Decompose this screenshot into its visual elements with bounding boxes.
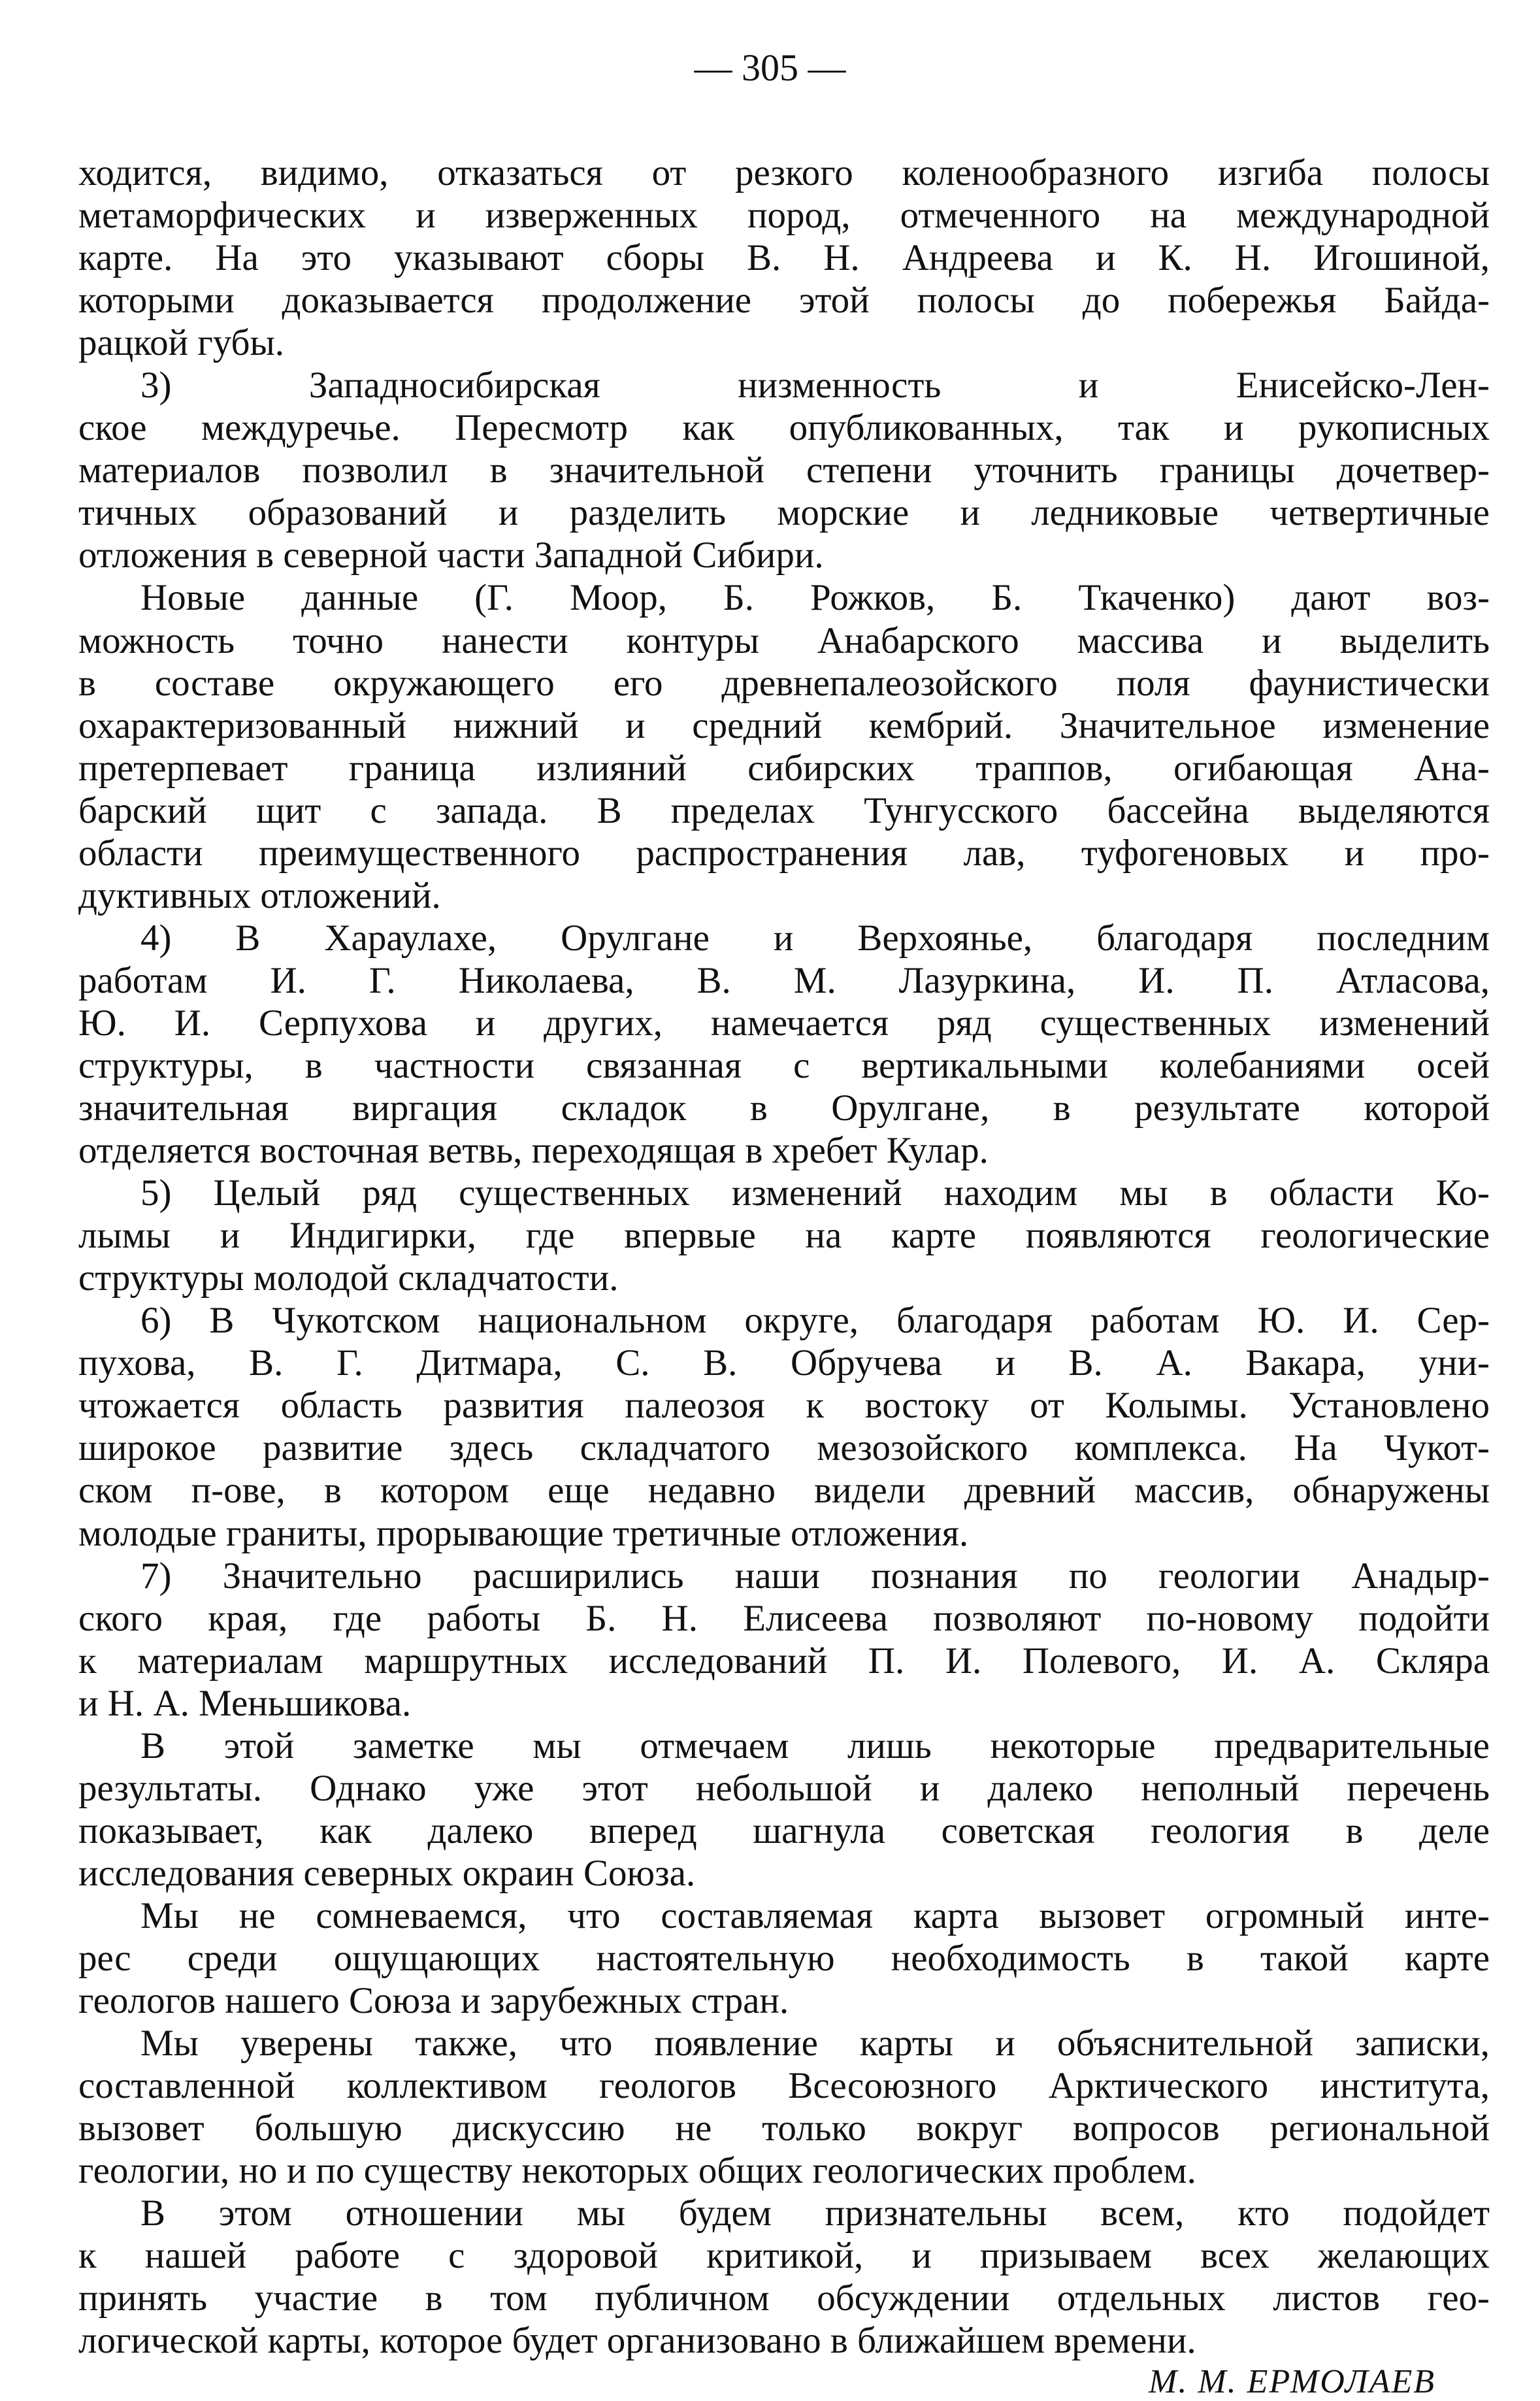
text-line: логической карты, которое будет организовано в ближайшем времени.	[78, 2320, 1196, 2362]
text-line: Мы уверены также, что появление карты и объяснительной записки,	[140, 2023, 1490, 2064]
text-line: области преимущественного распространения лав, туфогеновых и про-	[78, 832, 1490, 874]
paragraph	[78, 364, 1490, 576]
text-line: В этой заметке мы отмечаем лишь некоторые предварительные	[140, 1725, 1490, 1766]
text-line: отделяется восточная ветвь, переходящая в хребет Кулар.	[78, 1130, 989, 1172]
paragraph	[78, 1555, 1490, 1725]
article-body	[78, 152, 1490, 2362]
paragraph	[78, 2192, 1490, 2362]
text-line: структуры молодой складчатости.	[78, 1257, 619, 1299]
text-line: к материалам маршрутных исследований П. И. Полевого, И. А. Скляра	[78, 1640, 1490, 1681]
text-line: материалов позволил в значительной степени уточнить границы дочетвер-	[78, 450, 1490, 491]
text-line: тичных образований и разделить морские и ледниковые четвертичные	[78, 492, 1490, 534]
text-line: ском п-ове, в котором еще недавно видели древний массив, обнаружены	[78, 1470, 1490, 1512]
text-line: и Н. А. Меньшикова.	[78, 1682, 412, 1724]
text-line: молодые граниты, прорывающие третичные отложения.	[78, 1512, 969, 1554]
author-signature: М. М. ЕРМОЛАЕВ	[1149, 2363, 1435, 2400]
text-line: показывает, как далеко вперед шагнула советская геология в деле	[78, 1810, 1490, 1851]
text-line: охарактеризованный нижний и средний кембрий. Значительное изменение	[78, 704, 1490, 746]
text-line: претерпевает граница излияний сибирских траппов, огибающая Ана-	[78, 747, 1490, 789]
text-line: которыми доказывается продолжение этой полосы до побережья Байда-	[78, 280, 1490, 322]
paragraph	[78, 576, 1490, 916]
text-line: принять участие в том публичном обсуждении отдельных листов гео-	[78, 2277, 1490, 2319]
text-line: метаморфических и изверженных пород, отмеченного на международной	[78, 195, 1490, 237]
text-line: В этом отношении мы будем признательны всем, кто подойдет	[140, 2193, 1490, 2234]
text-line: в составе окружающего его древнепалеозойского поля фаунистически	[78, 662, 1490, 704]
text-line: к нашей работе с здоровой критикой, и призываем всех желающих	[78, 2235, 1490, 2277]
paragraph	[78, 1725, 1490, 1895]
text-line: ходится, видимо, отказаться от резкого коленообразного изгиба полосы	[78, 152, 1490, 193]
text-line: Мы не сомневаемся, что составляемая карта вызовет огромный инте-	[140, 1895, 1490, 1936]
text-line: Ю. И. Серпухова и других, намечается ряд существенных изменений	[78, 1002, 1490, 1044]
page-number: — 305 —	[694, 46, 846, 89]
paragraph	[78, 917, 1490, 1172]
text-line: Новые данные (Г. Моор, Б. Рожков, Б. Ткаченко) дают воз-	[140, 577, 1490, 619]
text-line: ского края, где работы Б. Н. Елисеева позволяют по-новому подойти	[78, 1597, 1490, 1639]
text-line: 3) Западносибирская низменность и Енисейско-Лен-	[140, 365, 1490, 406]
text-line: работам И. Г. Николаева, В. М. Лазуркина, И. П. Атласова,	[78, 959, 1490, 1001]
text-line: барский щит с запада. В пределах Тунгусского бассейна выделяются	[78, 789, 1490, 831]
text-line: карте. На это указывают сборы В. Н. Андреева и К. Н. Игошиной,	[78, 237, 1490, 279]
text-line: геологов нашего Союза и зарубежных стран.	[78, 1980, 789, 2022]
text-line: широкое развитие здесь складчатого мезозойского комплекса. На Чукот-	[78, 1427, 1490, 1469]
text-line: ское междуречье. Пересмотр как опубликованных, так и рукописных	[78, 407, 1490, 449]
text-line: пухова, В. Г. Дитмара, С. В. Обручева и В. А. Вакара, уни-	[78, 1342, 1490, 1384]
text-line: рацкой губы.	[78, 322, 285, 364]
paragraph	[78, 2022, 1490, 2192]
text-line: 7) Значительно расширились наши познания по геологии Анадыр-	[140, 1555, 1490, 1597]
text-line: рес среди ощущающих настоятельную необходимость в такой карте	[78, 1937, 1490, 1979]
text-line: вызовет большую дискуссию не только вокруг вопросов региональной	[78, 2108, 1490, 2149]
text-line: геологии, но и по существу некоторых общих геологических проблем.	[78, 2150, 1196, 2192]
text-line: 4) В Хараулахе, Орулгане и Верхоянье, благодаря последним	[140, 917, 1490, 959]
text-line: отложения в северной части Западной Сибири.	[78, 535, 824, 576]
text-line: 6) В Чукотском национальном округе, благодаря работам Ю. И. Сер-	[140, 1300, 1490, 1342]
text-line: лымы и Индигирки, где впервые на карте появляются геологические	[78, 1215, 1490, 1257]
paragraph	[78, 1172, 1490, 1299]
text-line: структуры, в частности связанная с вертикальными колебаниями осей	[78, 1044, 1490, 1086]
text-line: можность точно нанести контуры Анабарского массива и выделить	[78, 620, 1490, 661]
text-line: чтожается область развития палеозоя к востоку от Колымы. Установлено	[78, 1385, 1490, 1427]
paragraph	[78, 1299, 1490, 1554]
text-line: исследования северных окраин Союза.	[78, 1852, 696, 1894]
paragraph	[78, 152, 1490, 364]
text-line: дуктивных отложений.	[78, 874, 441, 916]
text-line: 5) Целый ряд существенных изменений находим мы в области Ко-	[140, 1172, 1490, 1214]
text-line: значительная виргация складок в Орулгане, в результате которой	[78, 1087, 1490, 1129]
text-line: составленной коллективом геологов Всесоюзного Арктического института,	[78, 2065, 1490, 2107]
paragraph	[78, 1895, 1490, 2022]
text-line: результаты. Однако уже этот небольшой и далеко неполный перечень	[78, 1767, 1490, 1809]
